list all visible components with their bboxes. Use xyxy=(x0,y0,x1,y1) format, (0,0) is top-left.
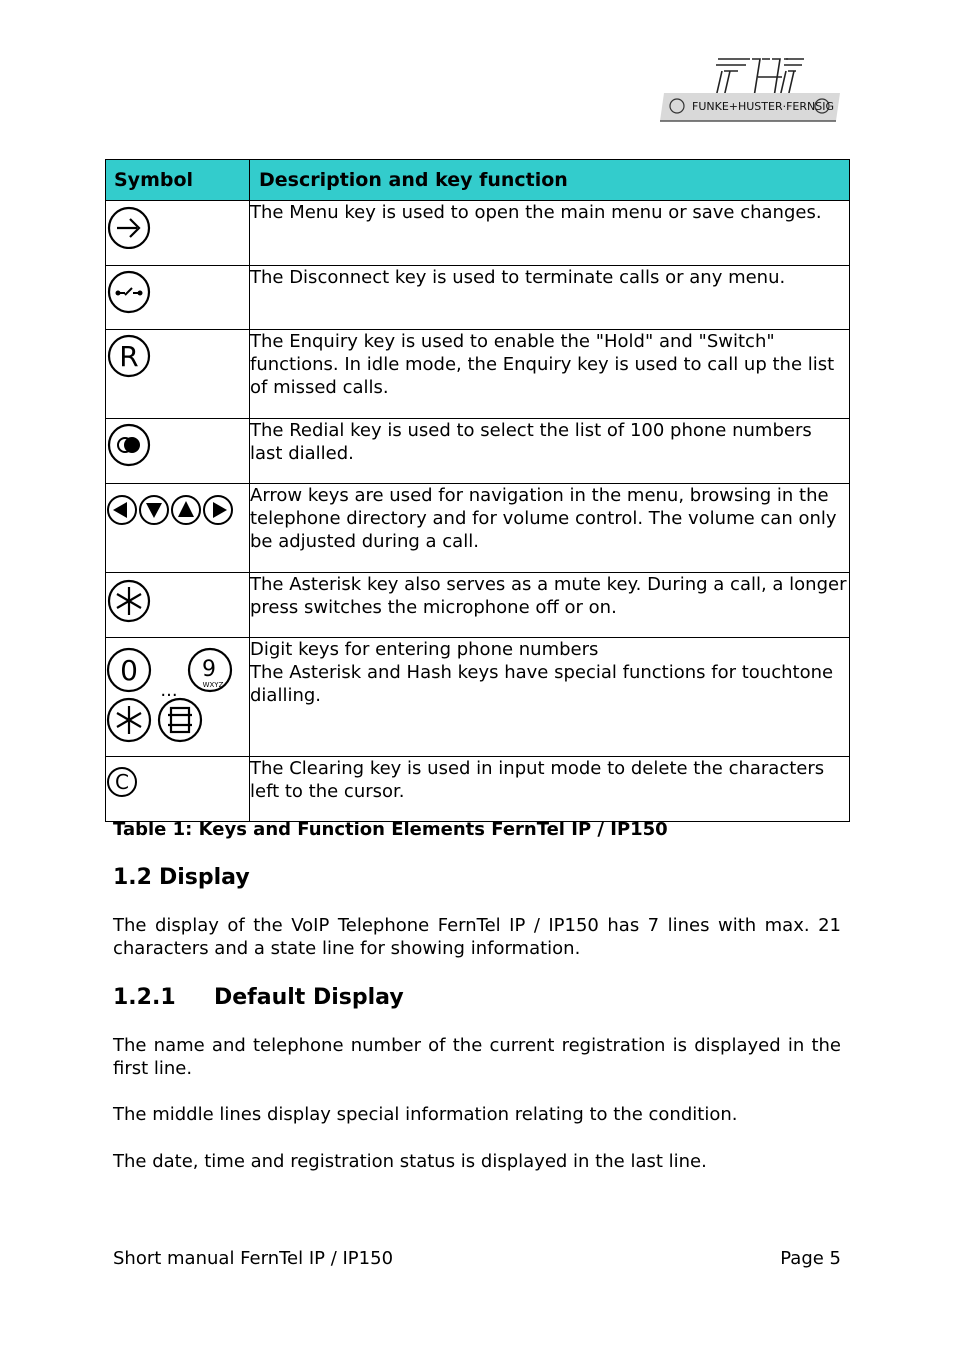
symbol-cell xyxy=(106,484,250,573)
table-row xyxy=(106,757,850,822)
enquiry-key-letter: R xyxy=(119,340,139,373)
table-row xyxy=(106,419,850,484)
symbol-cell xyxy=(106,201,250,266)
arrow-down-icon xyxy=(146,503,162,518)
default-display-paragraph-3: The date, time and registration status is displayed in the last line. xyxy=(113,1151,707,1172)
company-logo xyxy=(660,55,842,123)
arrow-keys-icon xyxy=(106,494,240,526)
section-title: Display xyxy=(159,865,250,890)
digit-description-line1: Digit keys for entering phone numbers xyxy=(250,639,599,660)
table-row xyxy=(106,638,850,757)
logo-text: FUNKE+HUSTER·FERNSIG xyxy=(692,100,835,113)
footer-manual-title: Short manual FernTel IP / IP150 xyxy=(113,1248,394,1269)
section-heading-display xyxy=(113,864,250,892)
row-description: The Asterisk key also serves as a mute key. During a call, a longer press switches the microphone off or on. xyxy=(250,573,850,638)
symbol-cell xyxy=(106,573,250,638)
digit-description-line2: The Asterisk and Hash keys have special functions for touchtone dialling. xyxy=(250,662,834,706)
table-caption: Table 1: Keys and Function Elements FernTel IP / IP150 xyxy=(113,819,668,840)
section-heading-default-display xyxy=(113,984,404,1012)
symbol-cell xyxy=(106,266,250,330)
clearing-key-icon xyxy=(106,765,140,799)
digit-nine-label: 9 xyxy=(202,657,216,682)
subsection-title: Default Display xyxy=(214,985,404,1010)
row-description: The Clearing key is used in input mode to delete the characters left to the cursor. xyxy=(250,757,850,822)
clearing-key-letter: C xyxy=(115,770,129,794)
digit-ellipsis: ... xyxy=(160,680,178,701)
arrow-right-icon xyxy=(213,502,227,518)
keys-table xyxy=(105,159,850,822)
row-description xyxy=(250,638,850,757)
table-row xyxy=(106,201,850,266)
table-row xyxy=(106,330,850,419)
digit-keys-icon xyxy=(106,646,238,752)
subsection-number: 1.2.1 xyxy=(113,985,176,1010)
column-header-symbol: Symbol xyxy=(106,160,250,201)
table-row xyxy=(106,266,850,330)
footer-page-number: Page 5 xyxy=(780,1248,841,1269)
table-row xyxy=(106,484,850,573)
symbol-cell xyxy=(106,757,250,822)
row-description: The Enquiry key is used to enable the "Hold" and "Switch" functions. In idle mode, the Enquiry key is used to call up the list of missed calls. xyxy=(250,330,850,419)
row-description: The Disconnect key is used to terminate calls or any menu. xyxy=(250,266,850,330)
row-description: The Menu key is used to open the main menu or save changes. xyxy=(250,201,850,266)
menu-key-icon xyxy=(106,201,154,249)
digit-zero-label: 0 xyxy=(120,654,138,687)
arrow-up-icon xyxy=(178,501,194,517)
disconnect-key-icon xyxy=(106,266,154,314)
row-description: Arrow keys are used for navigation in the menu, browsing in the telephone directory and for volume control. The volume can only be adjusted during a call. xyxy=(250,484,850,573)
asterisk-key-icon xyxy=(106,573,154,625)
section-number: 1.2 xyxy=(113,865,152,890)
symbol-cell xyxy=(106,330,250,419)
row-description: The Redial key is used to select the list of 100 phone numbers last dialled. xyxy=(250,419,850,484)
symbol-cell xyxy=(106,419,250,484)
arrow-left-icon xyxy=(113,502,127,518)
enquiry-key-icon xyxy=(106,330,154,378)
default-display-paragraph-1: The name and telephone number of the current registration is displayed in the first line. xyxy=(113,1035,841,1079)
display-paragraph: The display of the VoIP Telephone FernTel IP / IP150 has 7 lines with max. 21 characters and a state line for showing information. xyxy=(113,915,841,959)
symbol-cell xyxy=(106,638,250,757)
hash-key-icon xyxy=(159,699,201,741)
column-header-description: Description and key function xyxy=(250,160,850,201)
table-header-row xyxy=(106,160,850,201)
fhf-logo-icon xyxy=(660,55,842,123)
table-row xyxy=(106,573,850,638)
digit-nine-letters: WXYZ xyxy=(202,681,224,689)
default-display-paragraph-2: The middle lines display special information relating to the condition. xyxy=(113,1104,738,1125)
redial-key-icon xyxy=(106,419,154,467)
